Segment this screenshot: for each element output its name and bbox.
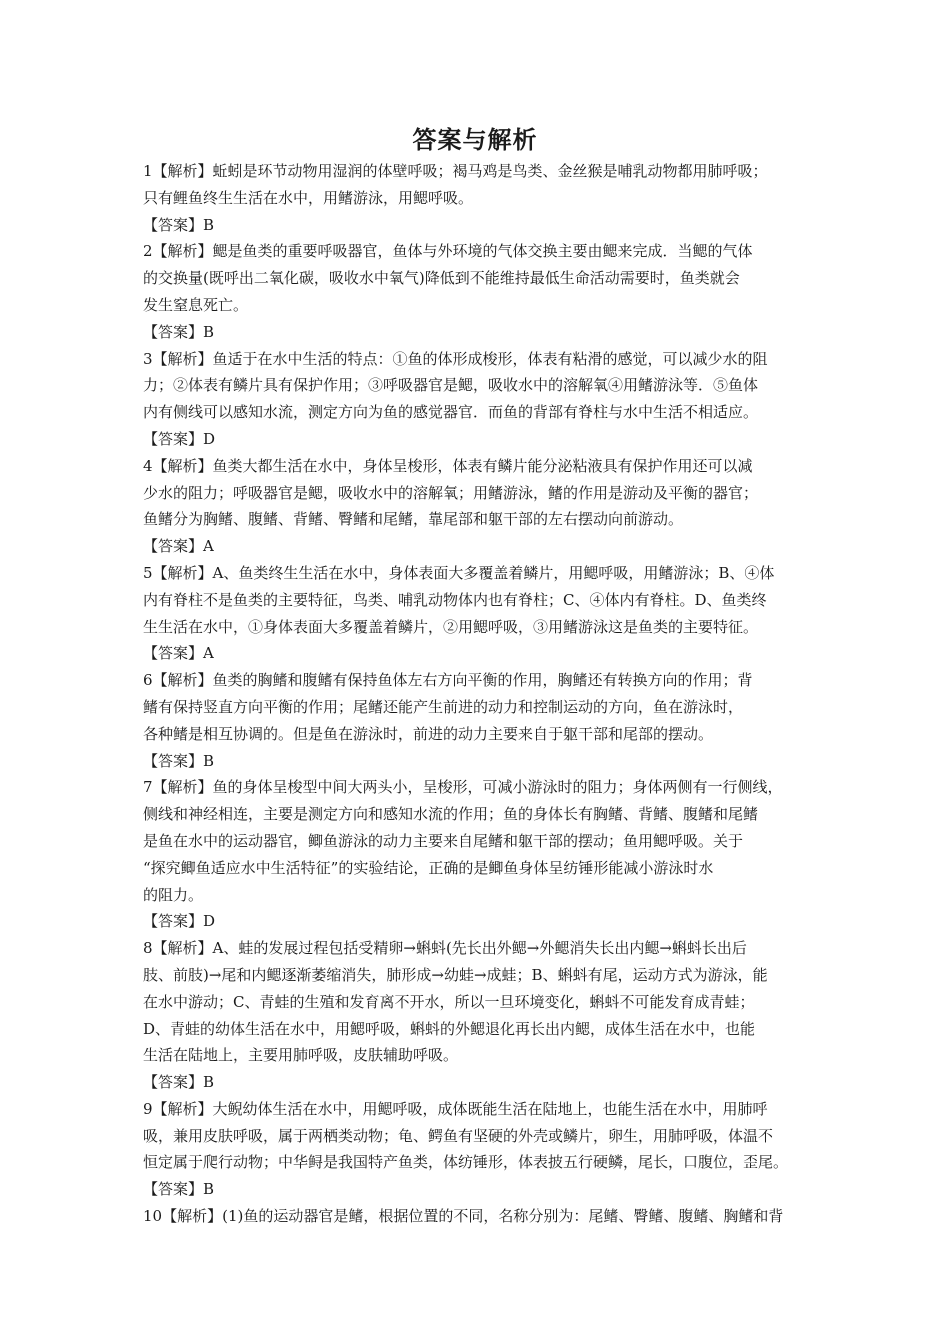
text-line: 5【解析】A、鱼类终生生活在水中，身体表面大多覆盖着鳞片，用鳃呼吸，用鳍游泳；B、④体	[143, 563, 775, 582]
text-line: 力；②体表有鳞片具有保护作用；③呼吸器官是鳃，吸收水中的溶解氧④用鳍游泳等．⑤鱼体	[143, 376, 759, 395]
text-line: 3【解析】鱼适于在水中生活的特点：①鱼的体形成梭形，体表有粘滑的感觉，可以减少水的阻	[143, 349, 768, 368]
text-line: 肢、前肢)→尾和内鳃逐渐萎缩消失，肺形成→幼蛙→成蛙；B、蝌蚪有尾，运动方式为游泳，能	[143, 965, 768, 984]
text-line: 8【解析】A、蛙的发展过程包括受精卵→蝌蚪(先长出外鳃→外鳃消失长出内鳃→蝌蚪长出后	[143, 939, 747, 958]
answer-line: 【答案】A	[143, 537, 214, 556]
text-line: 2【解析】鳃是鱼类的重要呼吸器官，鱼体与外环境的气体交换主要由鳃来完成．当鳃的气体	[143, 242, 753, 261]
text-line: 各种鳍是相互协调的。但是鱼在游泳时，前进的动力主要来自于躯干部和尾部的摆动。	[143, 724, 714, 743]
text-line: 6【解析】鱼类的胸鳍和腹鳍有保持鱼体左右方向平衡的作用，胸鳍还有转换方向的作用；背	[143, 671, 753, 690]
text-line: 1【解析】蚯蚓是环节动物用湿润的体壁呼吸；褐马鸡是鸟类、金丝猴是哺乳动物都用肺呼吸；	[143, 162, 768, 180]
answer-line: 【答案】B	[143, 751, 215, 770]
text-line: 侧线和神经相连，主要是测定方向和感知水流的作用；鱼的身体长有胸鳍、背鳍、腹鳍和尾鳍	[143, 805, 759, 824]
text-line: 7【解析】鱼的身体呈梭型中间大两头小，呈梭形，可减小游泳时的阻力；身体两侧有一行侧线，	[143, 778, 783, 797]
text-line: 内有侧线可以感知水流，测定方向为鱼的感觉器官．而鱼的背部有脊柱与水中生活不相适应。	[143, 403, 759, 422]
answer-line: 【答案】B	[143, 1073, 215, 1092]
text-line: 10【解析】(1)鱼的运动器官是鳍，根据位置的不同，名称分别为：尾鳍、臀鳍、腹鳍、胸鳍和背	[143, 1207, 784, 1226]
text-line: 9【解析】大鲵幼体生活在水中，用鳃呼吸，成体既能生活在陆地上，也能生活在水中，用肺呼	[143, 1099, 768, 1118]
text-line: 4【解析】鱼类大都生活在水中，身体呈梭形，体表有鳞片能分泌粘液具有保护作用还可以减	[143, 456, 753, 475]
text-line: 恒定属于爬行动物；中华鲟是我国特产鱼类，体纺锤形，体表披五行硬鳞，尾长，口腹位，歪尾。	[143, 1153, 789, 1172]
answer-analysis-body	[143, 158, 823, 1230]
answer-line: 【答案】D	[143, 912, 216, 931]
text-line: 内有脊柱不是鱼类的主要特征，鸟类、哺乳动物体内也有脊柱；C、④体内有脊柱。D、鱼类终	[143, 590, 767, 609]
answer-line: 【答案】D	[143, 429, 216, 448]
text-line: 在水中游动；C、青蛙的生殖和发育离不开水，所以一旦环境变化，蝌蚪不可能发育成青蛙；	[143, 992, 755, 1011]
text-line: 生活在陆地上，主要用肺呼吸，皮肤辅助呼吸。	[143, 1046, 459, 1065]
answer-line: 【答案】B	[143, 322, 215, 341]
answer-line: 【答案】B	[143, 215, 215, 234]
text-line: 鱼鳍分为胸鳍、腹鳍、背鳍、臀鳍和尾鳍，靠尾部和躯干部的左右摆动向前游动。	[143, 510, 684, 529]
text-line: 的阻力。	[143, 885, 204, 904]
text-line: 发生窒息死亡。	[143, 295, 249, 314]
text-line: 生生活在水中，①身体表面大多覆盖着鳞片，②用鳃呼吸，③用鳍游泳这是鱼类的主要特征。	[143, 617, 759, 636]
text-line: 少水的阻力；呼吸器官是鳃，吸收水中的溶解氧；用鳍游泳，鳍的作用是游动及平衡的器官；	[143, 483, 759, 502]
answer-line: 【答案】B	[143, 1180, 215, 1199]
text-line: “探究鲫鱼适应水中生活特征”的实验结论，正确的是鲫鱼身体呈纺锤形能减小游泳时水	[143, 858, 714, 877]
text-line: 的交换量(既呼出二氧化碳，吸收水中氧气)降低到不能维持最低生命活动需要时，鱼类就会	[143, 269, 740, 288]
text-line: 只有鲤鱼终生生活在水中，用鳍游泳，用鳃呼吸。	[143, 188, 474, 207]
text-line: 是鱼在水中的运动器官，鲫鱼游泳的动力主要来自尾鳍和躯干部的摆动；鱼用鳃呼吸。关于	[143, 831, 744, 850]
text-line: D、青蛙的幼体生活在水中，用鳃呼吸，蝌蚪的外鳃退化再长出内鳃，成体生活在水中，也能	[143, 1019, 756, 1038]
page-title: 答案与解析	[412, 125, 538, 154]
answer-line: 【答案】A	[143, 644, 214, 663]
text-line: 鳍有保持竖直方向平衡的作用；尾鳍还能产生前进的动力和控制运动的方向，鱼在游泳时，	[143, 697, 744, 716]
text-line: 吸，兼用皮肤呼吸，属于两栖类动物；龟、鳄鱼有坚硬的外壳或鳞片，卵生，用肺呼吸，体温不	[143, 1126, 774, 1145]
